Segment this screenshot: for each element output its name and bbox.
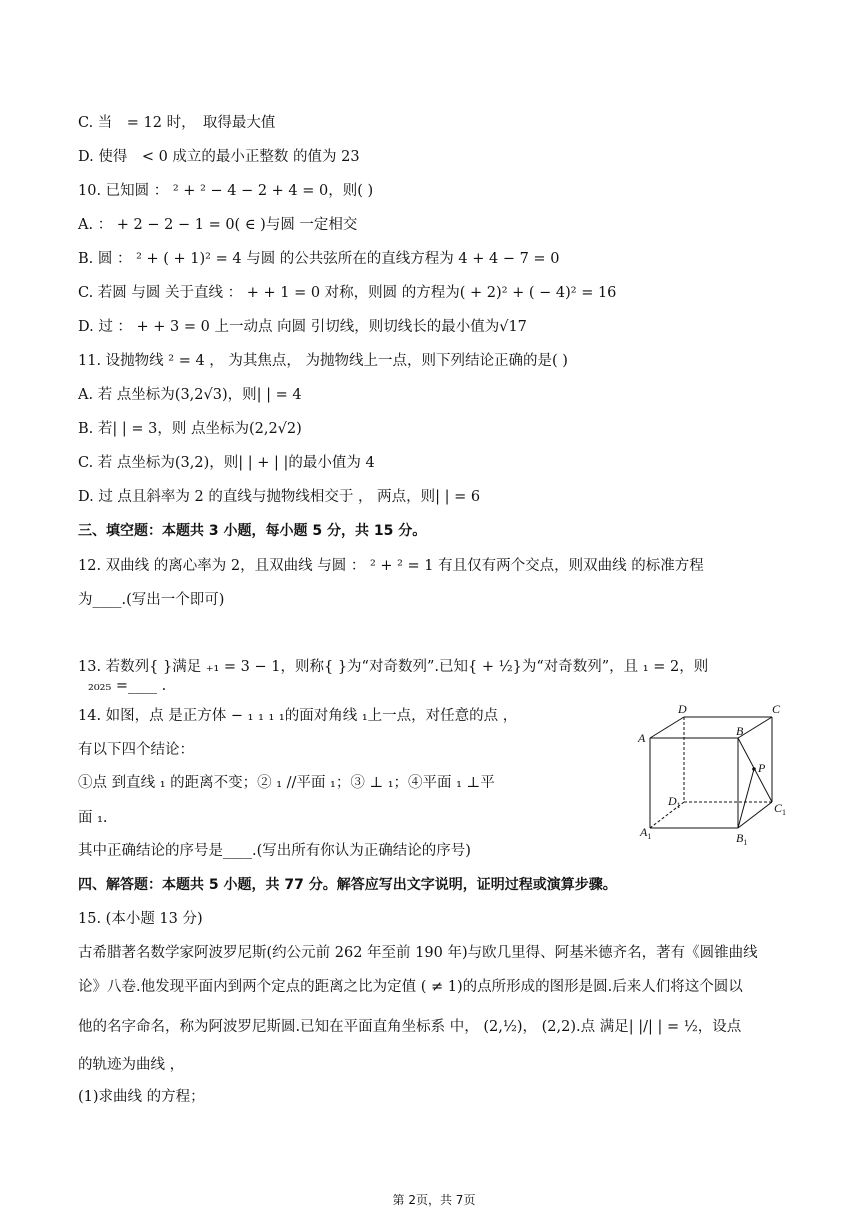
text-line: D. 使得 < 0 成立的最小正整数 的值为 23 — [78, 149, 360, 165]
text-line: A. ： + 2 − 2 − 1 = 0( ∈ )与圆 一定相交 — [78, 217, 358, 233]
label-a1: $A_1$ — [640, 825, 652, 841]
text-line: 他的名字命名，称为阿波罗尼斯圆.已知在平面直角坐标系 中， (2,½)， (2,2).点 满足| |/| | = ½，设点 — [78, 1019, 742, 1035]
text-line: C. 若圆 与圆 关于直线 ： + + 1 = 0 对称，则圆 的方程为( + 2)² + ( − 4)² = 16 — [78, 285, 617, 301]
text-line: 有以下四个结论： — [78, 742, 194, 758]
page-footer: 第 2页，共 7页 — [392, 1193, 476, 1207]
text-line: (1)求曲线 的方程； — [78, 1089, 205, 1105]
text-line: 论》八卷.他发现平面内到两个定点的距离之比为定值 ( ≠ 1)的点所形成的图形是圆.后来人们将这个圆以 — [78, 979, 743, 995]
label-b: B — [736, 724, 744, 738]
text-line: 为____.(写出一个即可) — [78, 592, 225, 608]
text-line: C. 若 点坐标为(3,2)，则| | + | |的最小值为 4 — [78, 455, 375, 471]
text-line: 15. (本小题 13 分) — [78, 911, 203, 927]
cube-figure — [632, 700, 802, 850]
text-line: B. 圆 ： ² + ( + 1)² = 4 与圆 的公共弦所在的直线方程为 4 + 4 − 7 = 0 — [78, 251, 560, 267]
text-line: C. 当 = 12 时， 取得最大值 — [78, 115, 276, 131]
text-line: 的轨迹为曲线 ， — [78, 1057, 185, 1073]
text-line: 11. 设抛物线 ² = 4 ， 为其焦点， 为抛物线上一点，则下列结论正确的是( ) — [78, 353, 568, 369]
text-line: 14. 如图，点 是正方体 − ₁ ₁ ₁ ₁的面对角线 ₁上一点，对任意的点 ， — [78, 708, 518, 724]
text-line: 10. 已知圆 ： ² + ² − 4 − 2 + 4 = 0，则( ) — [78, 183, 374, 199]
text-line: 古希腊著名数学家阿波罗尼斯(约公元前 262 年至前 190 年)与欧几里得、阿基米德齐名，著有《圆锥曲线 — [78, 945, 758, 961]
text-line: 四、解答题：本题共 5 小题，共 77 分。解答应写出文字说明，证明过程或演算步骤。 — [78, 877, 617, 893]
text-line: D. 过 ： + + 3 = 0 上一动点 向圆 引切线，则切线长的最小值为√17 — [78, 319, 527, 335]
text-line: 12. 双曲线 的离心率为 2，且双曲线 与圆 ： ² + ² = 1 有且仅有两个交点，则双曲线 的标准方程 — [78, 558, 704, 574]
text-line: D. 过 点且斜率为 2 的直线与抛物线相交于 ， 两点，则| | = 6 — [78, 489, 481, 505]
label-d1: $D_1$ — [668, 794, 681, 810]
text-line: B. 若| | = 3，则 点坐标为(2,2√2) — [78, 421, 302, 437]
text-line: 面 ₁. — [78, 810, 108, 826]
label-b1: $B_1$ — [736, 831, 748, 847]
label-d: D — [678, 702, 687, 716]
label-c: C — [772, 702, 781, 716]
label-p: P — [758, 761, 766, 775]
label-a: A — [638, 731, 646, 745]
label-c1: $C_1$ — [774, 801, 787, 817]
text-line: ①点 到直线 ₁ 的距离不变；② ₁ //平面 ₁；③ ⊥ ₁；④平面 ₁ ⊥平 — [78, 775, 495, 791]
text-line: 13. 若数列{ }满足 ₊₁ = 3 − 1，则称{ }为“对奇数列”.已知{ + ½}为“对奇数列”，且 ₁ = 2，则 — [78, 659, 709, 675]
text-line: 三、填空题：本题共 3 小题，每小题 5 分，共 15 分。 — [78, 523, 427, 539]
text-line: ₂₀₂₅ =____ . — [88, 678, 167, 694]
text-line: 其中正确结论的序号是____.(写出所有你认为正确结论的序号) — [78, 843, 471, 859]
text-line: A. 若 点坐标为(3,2√3)，则| | = 4 — [78, 387, 302, 403]
